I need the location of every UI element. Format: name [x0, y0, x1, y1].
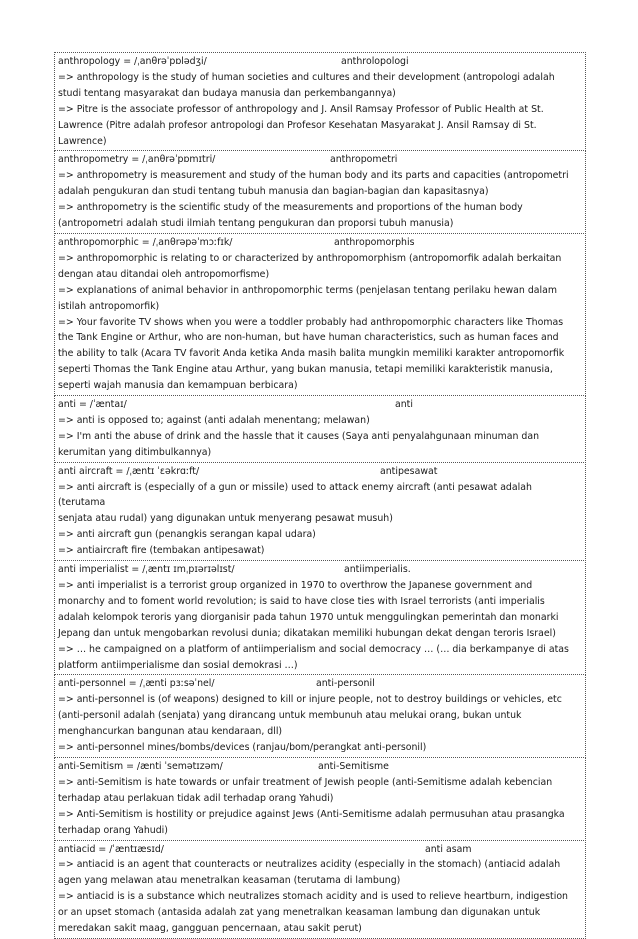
entry-translation: anthrolopologi — [341, 56, 409, 67]
entry-translation: antipesawat — [380, 465, 438, 477]
entry-text-line: kerumitan yang ditimbulkannya) — [58, 446, 212, 458]
entry-text-line: the Tank Engine or Arthur, who are non-human, but have human characteristics, such as human faces and — [58, 332, 559, 344]
entry-text-line: adalah kelompok teroris yang diorganisir pada tahun 1970 untuk menggulingkan pemerintah dan monarki — [58, 611, 559, 623]
entry-translation: anti-personil — [316, 678, 375, 690]
entry-text-line: => Anti-Semitism is hostility or prejudice against Jews (Anti-Semitisme adalah permusuhan atau prasangka — [58, 808, 565, 820]
entry-text-line: seperti wajah manusia dan kemampuan berbicara) — [58, 380, 298, 392]
entry-headword-row — [58, 397, 582, 413]
entry-translation: anti — [395, 399, 413, 411]
entry-headword-row — [58, 842, 582, 858]
entry-headword-row — [58, 464, 582, 480]
entry-text-line: terhadap atau perlakuan tidak adil terhadap orang Yahudi) — [58, 792, 334, 804]
entry-headword: anti aircraft = /ˌæntɪ ˈɛəkrɑːft/ — [58, 465, 200, 477]
entry-text-line: => anti aircraft gun (penangkis serangan kapal udara) — [58, 529, 316, 541]
entry-text-line: => anti is opposed to; against (anti adalah menentang; melawan) — [58, 414, 370, 426]
entry-headword: anthropomorphic = /ˌanθrəpəˈmɔːfɪk/ — [58, 236, 233, 248]
entry-text-line: => anthropology is the study of human societies and cultures and their development (antropologi adalah — [58, 71, 555, 83]
entry-text-line: => Your favorite TV shows when you were a toddler probably had anthropomorphic characters like Thomas — [58, 316, 564, 328]
entry-text-line: menghancurkan bangunan atau kendaraan, dll) — [58, 726, 283, 738]
dictionary-document — [54, 53, 586, 939]
entry-headword-row — [58, 676, 582, 692]
entry-text-line: Lawrence) — [58, 135, 107, 147]
entry-text-line: meredakan sakit maag, gangguan pencernaan, atau sakit perut) — [58, 923, 362, 935]
dictionary-entry — [54, 560, 586, 675]
entry-text-line: => … he campaigned on a platform of antiimperialism and social democracy … (… dia berkampanye di atas — [58, 643, 569, 655]
entry-text-line: dengan atau ditandai oleh antropomorfisme) — [58, 268, 270, 280]
entry-text-line: senjata atau rudal) yang digunakan untuk menyerang pesawat musuh) — [58, 513, 393, 525]
entry-text-line: or an upset stomach (antasida adalah zat yang menetralkan keasaman lambung dan digunakan untuk — [58, 907, 541, 919]
entry-text-line: => I'm anti the abuse of drink and the hassle that it causes (Saya anti penyalahgunaan minuman dan — [58, 430, 540, 442]
entry-text-line: seperti Thomas the Tank Engine atau Arthur, yang bukan manusia, tetapi memiliki karakteristik manusia, — [58, 364, 553, 376]
entry-text-line: => explanations of animal behavior in anthropomorphic terms (penjelasan tentang perilaku hewan dalam — [58, 284, 558, 296]
entry-text-line: (anti-personil adalah (senjata) yang dirancang untuk membunuh atau melukai orang, bukan untuk — [58, 710, 522, 722]
dictionary-entry — [54, 757, 586, 841]
entry-text-line: (antropometri adalah studi ilmiah tentang pengukuran dan proporsi tubuh manusia) — [58, 218, 454, 230]
entry-headword: anthropometry = /ˌanθrəˈpɒmɪtri/ — [58, 154, 216, 166]
entry-headword: anti-Semitism = /ænti ˈsemətɪzəm/ — [58, 760, 223, 772]
entry-translation: antiimperialis. — [344, 564, 411, 576]
entry-text-line: => Pitre is the associate professor of anthropology and J. Ansil Ramsay Professor of Public Health at St. — [58, 103, 544, 115]
entry-headword: antiacid = /ˈæntɪæsɪd/ — [58, 843, 164, 855]
entry-headword-row — [58, 235, 582, 251]
entry-text-line: => anthropometry is the scientific study of the measurements and proportions of the human body — [58, 202, 523, 214]
entry-text-line: => anthropometry is measurement and study of the human body and its parts and capacities (antropometri — [58, 170, 569, 182]
dictionary-entry — [54, 395, 586, 463]
entry-text-line: monarchy and to foment world revolution; is said to have close ties with Israel terrorists (anti imperialis — [58, 595, 545, 607]
entry-text-line: => anthropomorphic is relating to or characterized by anthropomorphism (antropomorfik adalah berkaitan — [58, 252, 562, 264]
entry-text-line: => antiaircraft fire (tembakan antipesawat) — [58, 545, 265, 557]
dictionary-entry — [54, 150, 586, 234]
entry-text-line: terhadap orang Yahudi) — [58, 824, 168, 836]
dictionary-entry — [54, 233, 586, 396]
entry-text-line: agen yang melawan atau menetralkan keasaman (terutama di lambung) — [58, 875, 401, 887]
entry-text-line: adalah pengukuran dan studi tentang tubuh manusia dan bagian-bagian dan kapasitasnya) — [58, 186, 489, 198]
entry-headword-row — [58, 54, 582, 70]
entry-text-line: => anti-personnel mines/bombs/devices (ranjau/bom/perangkat anti-personil) — [58, 742, 427, 754]
entry-headword-row — [58, 152, 582, 168]
entry-text-line: => anti aircraft is (especially of a gun or missile) used to attack enemy aircraft (anti pesawat adalah (terutama — [58, 481, 532, 509]
dictionary-entry — [54, 840, 586, 939]
entry-text-line: => antiacid is an agent that counteracts or neutralizes acidity (especially in the stomach) (antiacid adalah — [58, 859, 561, 871]
entry-text-line: Lawrence (Pitre adalah profesor antropologi dan Profesor Kesehatan Masyarakat J. Ansil Ramsay di St. — [58, 119, 537, 131]
entry-headword: anthropology = /ˌanθrəˈpɒlədʒi/ — [58, 56, 207, 67]
entry-text-line: => anti-personnel is (of weapons) designed to kill or injure people, not to destroy buildings or vehicles, etc — [58, 694, 562, 706]
entry-headword: anti-personnel = /ˌænti pɜːsəˈnel/ — [58, 678, 215, 690]
entry-translation: anti-Semitisme — [318, 760, 389, 772]
entry-text-line: => antiacid is is a substance which neutralizes stomach acidity and is used to relieve heartburn, indigestion — [58, 891, 568, 903]
entry-text-line: studi tentang masyarakat dan budaya manusia dan perkembangannya) — [58, 87, 396, 99]
entry-text-line: the ability to talk (Acara TV favorit Anda ketika Anda masih balita mungkin memiliki karakter antropomorfik — [58, 348, 565, 360]
dictionary-entry — [54, 52, 586, 151]
entry-translation: anthropomorphis — [334, 236, 415, 248]
entry-headword: anti imperialist = /ˌæntɪ ɪmˌpɪərɪəlɪst/ — [58, 564, 235, 576]
entry-text-line: Jepang dan untuk mengobarkan revolusi dunia; dikatakan memiliki hubungan dekat dengan teroris Israel) — [58, 627, 556, 639]
dictionary-entry — [54, 462, 586, 561]
entry-translation: anthropometri — [330, 154, 398, 166]
entry-translation: anti asam — [425, 843, 472, 855]
entry-text-line: => anti-Semitism is hate towards or unfair treatment of Jewish people (anti-Semitisme adalah kebencian — [58, 776, 553, 788]
entry-headword-row — [58, 759, 582, 775]
entry-headword: anti = /ˈæntaɪ/ — [58, 399, 127, 411]
entry-headword-row — [58, 562, 582, 578]
entry-text-line: istilah antropomorfik) — [58, 300, 160, 312]
entry-text-line: platform antiimperialisme dan sosial demokrasi …) — [58, 659, 298, 671]
entry-text-line: => anti imperialist is a terrorist group organized in 1970 to overthrow the Japanese government and — [58, 580, 533, 591]
dictionary-entry — [54, 674, 586, 758]
